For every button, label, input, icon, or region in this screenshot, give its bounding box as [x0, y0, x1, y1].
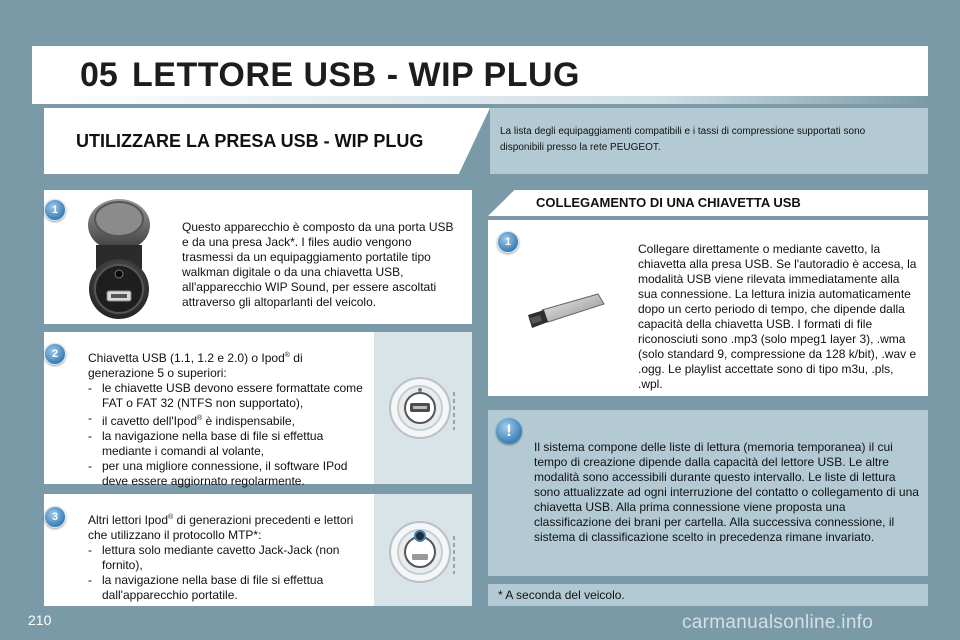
usb-port-closeup-image: [384, 370, 460, 444]
ipod-usb-text: [88, 348, 370, 489]
connect-description: Collegare direttamente o mediante cavetto, la chiavetta alla presa USB. Se l'autoradio è accesa, la modalità USB viene rilevata immediatamente alla sua connessione. La lettura inizia automaticamente dopo un certo periodo di tempo, che dipende dalla capacità della chiavetta USB. I formati di file riconosciuti sono .mp3 (solo mpeg1 layer 3), .wma (solo standard 9, compressione da 128 k/bit), .wav e .ogg. Le playlist accettate sono di tipo m3u, .pls, .wpl.: [638, 242, 917, 391]
step-badge-1: 1: [44, 199, 66, 221]
page-number: 210: [28, 612, 52, 628]
usb-jack-socket-image: [82, 195, 156, 321]
older-ipod-text: [88, 510, 372, 603]
warning-icon: !: [496, 418, 522, 444]
list-item: - lettura solo mediante cavetto Jack-Jack (non fornito),: [88, 543, 372, 573]
list-item: - per una migliore connessione, il software IPod deve essere aggiornato regolarmente.: [88, 459, 370, 489]
jack-port-closeup-image: [384, 514, 460, 588]
list-item: - la navigazione nella base di file si effettua mediante i comandi al volante,: [88, 429, 370, 459]
step-badge-3: 3: [44, 506, 66, 528]
list-item: - la navigazione nella base di file si effettua dall'apparecchio portatile.: [88, 573, 372, 603]
watermark: carmanualsonline.info: [682, 612, 874, 633]
older-ipod-intro: Altri lettori Ipod® di generazioni precedenti e lettori che utilizzano il protocollo MTP*:: [88, 513, 354, 542]
usb-stick-image: [520, 288, 608, 334]
connect-heading: COLLEGAMENTO DI UNA CHIAVETTA USB: [536, 195, 801, 210]
step-badge-2: 2: [44, 343, 66, 365]
compatibility-note: La lista degli equipaggiamenti compatibili e i tassi di compressione supportati sono disponibili presso la rete PEUGEOT.: [500, 126, 866, 153]
ipod-usb-intro: Chiavetta USB (1.1, 1.2 e 2.0) o Ipod® di generazione 5 o superiori:: [88, 351, 303, 380]
section-number: 05: [80, 56, 118, 94]
warning-text: Il sistema compone delle liste di lettura (memoria temporanea) il cui tempo di creazione dipende dalla capacità del lettore USB. Le altre modalità sono accessibili durante questo intervallo. Le liste di lettura sono attualizzate ad ogni interruzione del contatto o collegamento di una chiavetta USB. Alla prima connessione viene proposta una classificazione dei brani per cartella. Alla successiva connessione, il sistema di classificazione scelto in precedenza rimane invariato.: [534, 440, 919, 544]
section-subtitle: UTILIZZARE LA PRESA USB - WIP PLUG: [76, 131, 424, 151]
title-bar-swoosh: [32, 96, 928, 104]
older-ipod-list: [88, 543, 372, 603]
ipod-usb-list: [88, 381, 370, 489]
footnote: * A seconda del veicolo.: [498, 588, 625, 602]
connect-step-badge: 1: [497, 231, 519, 253]
usb-jack-description: Questo apparecchio è composto da una porta USB e da una presa Jack*. I files audio vengono trasmessi da un equipaggiamento portatile tipo walkman digitale o da una chiavetta USB, all'apparecchio WIP Sound, per essere ascoltati attraverso gli altoparlanti del veicolo.: [182, 220, 454, 309]
list-item: - le chiavette USB devono essere formattate come FAT o FAT 32 (NTFS non supportato),: [88, 381, 370, 411]
page-title: LETTORE USB - WIP PLUG: [132, 56, 580, 94]
list-item: - il cavetto dell'Ipod® è indispensabile,: [88, 411, 370, 429]
